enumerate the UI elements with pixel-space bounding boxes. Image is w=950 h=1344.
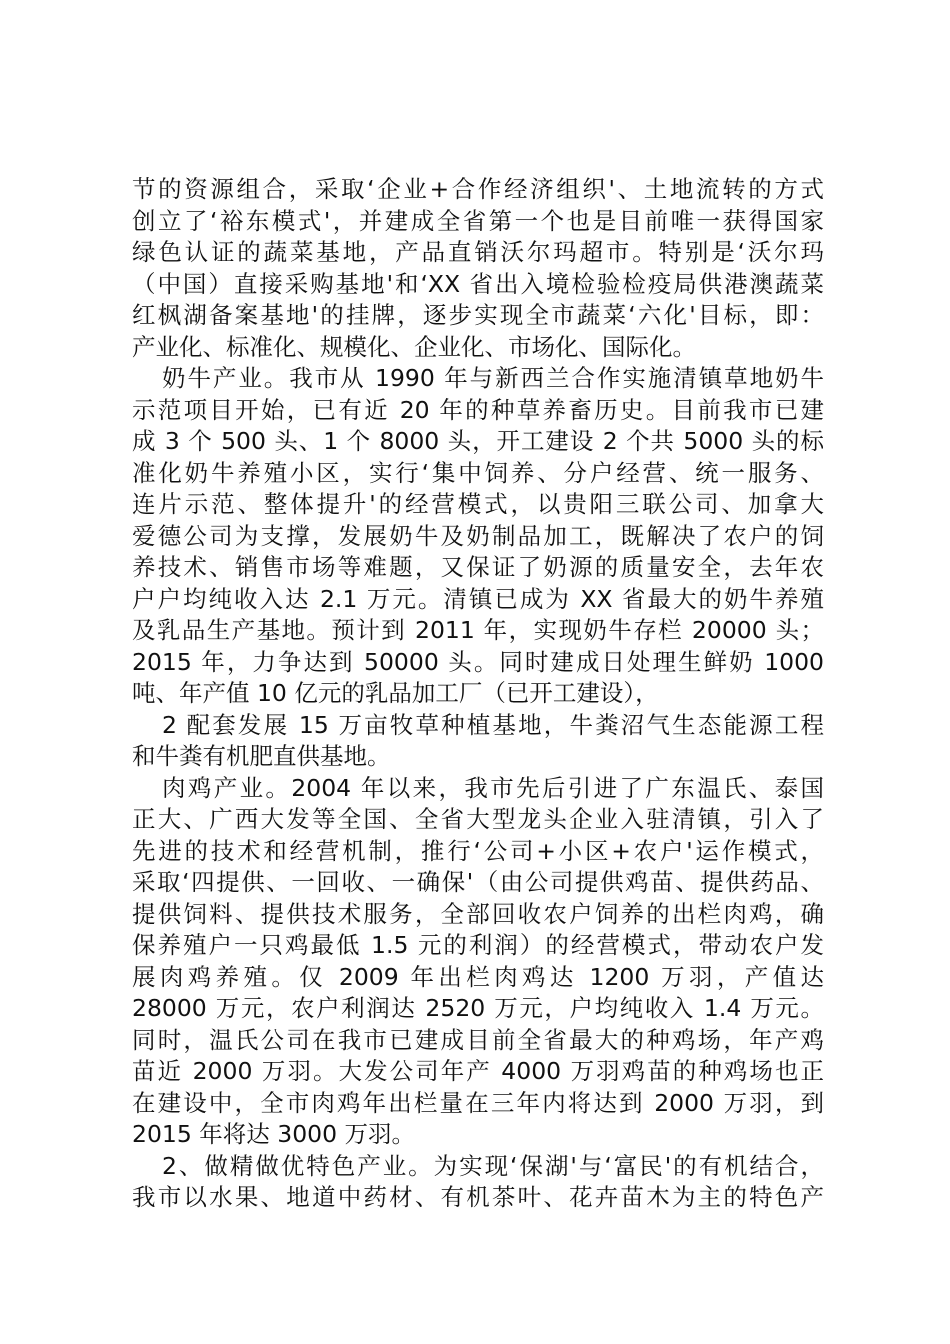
text-line: 提供饲料、提供技术服务，全部回收农户饲养的出栏肉鸡，确	[132, 899, 824, 928]
text-line: 采取‘四提供、一回收、一确保'（由公司提供鸡苗、提供药品、	[132, 868, 824, 896]
text-line: 和牛粪有机肥直供基地。	[132, 742, 391, 770]
text-line: 我市以水果、地道中药材、有机茶叶、花卉苗木为主的特色产	[132, 1183, 824, 1211]
text-line: 2015 年将达 3000 万羽。	[132, 1120, 416, 1148]
text-line: 保养殖户一只鸡最低 1.5 元的利润）的经营模式，带动农户发	[132, 931, 824, 959]
text-line: 示范项目开始，已有近 20 年的种草养畜历史。目前我市已建	[132, 395, 824, 424]
text-line: 展肉鸡养殖。仅 2009 年出栏肉鸡达 1200 万羽，产值达	[132, 962, 824, 991]
text-line: 正大、广西大发等全国、全省大型龙头企业入驻清镇，引入了	[132, 805, 824, 833]
text-line: 成 3 个 500 头、1 个 8000 头，开工建设 2 个共 5000 头的标	[132, 427, 824, 455]
text-line: 2015 年，力争达到 50000 头。同时建成日处理生鲜奶 1000	[132, 647, 824, 676]
text-line: 节的资源组合，采取‘企业+合作经济组织'、土地流转的方式	[132, 175, 824, 203]
body-text	[132, 174, 824, 1214]
paragraph-start-line: 2、做精做优特色产业。为实现‘保湖'与‘富民'的有机结合，	[162, 1151, 824, 1180]
text-line: 在建设中，全市肉鸡年出栏量在三年内将达到 2000 万羽，到	[132, 1088, 824, 1117]
paragraph-start-line: 奶牛产业。我市从 1990 年与新西兰合作实施清镇草地奶牛	[162, 364, 824, 392]
text-line: 同时，温氏公司在我市已建成目前全省最大的种鸡场，年产鸡	[132, 1025, 824, 1054]
text-line: 养技术、销售市场等难题，又保证了奶源的质量安全，去年农	[132, 553, 824, 581]
text-line: 准化奶牛养殖小区，实行‘集中饲养、分户经营、统一服务、	[132, 458, 824, 487]
text-line: 及乳品生产基地。预计到 2011 年，实现奶牛存栏 20000 头；	[132, 616, 824, 644]
text-line: （中国）直接采购基地'和‘XX 省出入境检验检疫局供港澳蔬菜	[132, 269, 824, 298]
text-line: 28000 万元，农户利润达 2520 万元，户均纯收入 1.4 万元。	[132, 994, 824, 1022]
text-line: 绿色认证的蔬菜基地，产品直销沃尔玛超市。特别是‘沃尔玛	[132, 238, 824, 266]
text-line: 爱德公司为支撑，发展奶牛及奶制品加工，既解决了农户的饲	[132, 521, 824, 550]
paragraph-start-line: 2 配套发展 15 万亩牧草种植基地，牛粪沼气生态能源工程	[162, 710, 824, 739]
text-line: 先进的技术和经营机制，推行‘公司+小区+农户'运作模式，	[132, 836, 824, 865]
text-line: 红枫湖备案基地'的挂牌，逐步实现全市蔬菜‘六化'目标，即：	[132, 301, 824, 329]
text-line: 产业化、标准化、规模化、企业化、市场化、国际化。	[132, 332, 696, 361]
paragraph-start-line: 肉鸡产业。2004 年以来，我市先后引进了广东温氏、泰国	[162, 773, 824, 802]
text-line: 吨、年产值 10 亿元的乳品加工厂（已开工建设），	[132, 679, 659, 707]
text-line: 连片示范、整体提升'的经营模式，以贵阳三联公司、加拿大	[132, 490, 824, 518]
text-line: 创立了‘裕东模式'，并建成全省第一个也是目前唯一获得国家	[132, 206, 824, 235]
text-line: 户户均纯收入达 2.1 万元。清镇已成为 XX 省最大的奶牛养殖	[132, 584, 824, 613]
text-line: 苗近 2000 万羽。大发公司年产 4000 万羽鸡苗的种鸡场也正	[132, 1057, 824, 1085]
